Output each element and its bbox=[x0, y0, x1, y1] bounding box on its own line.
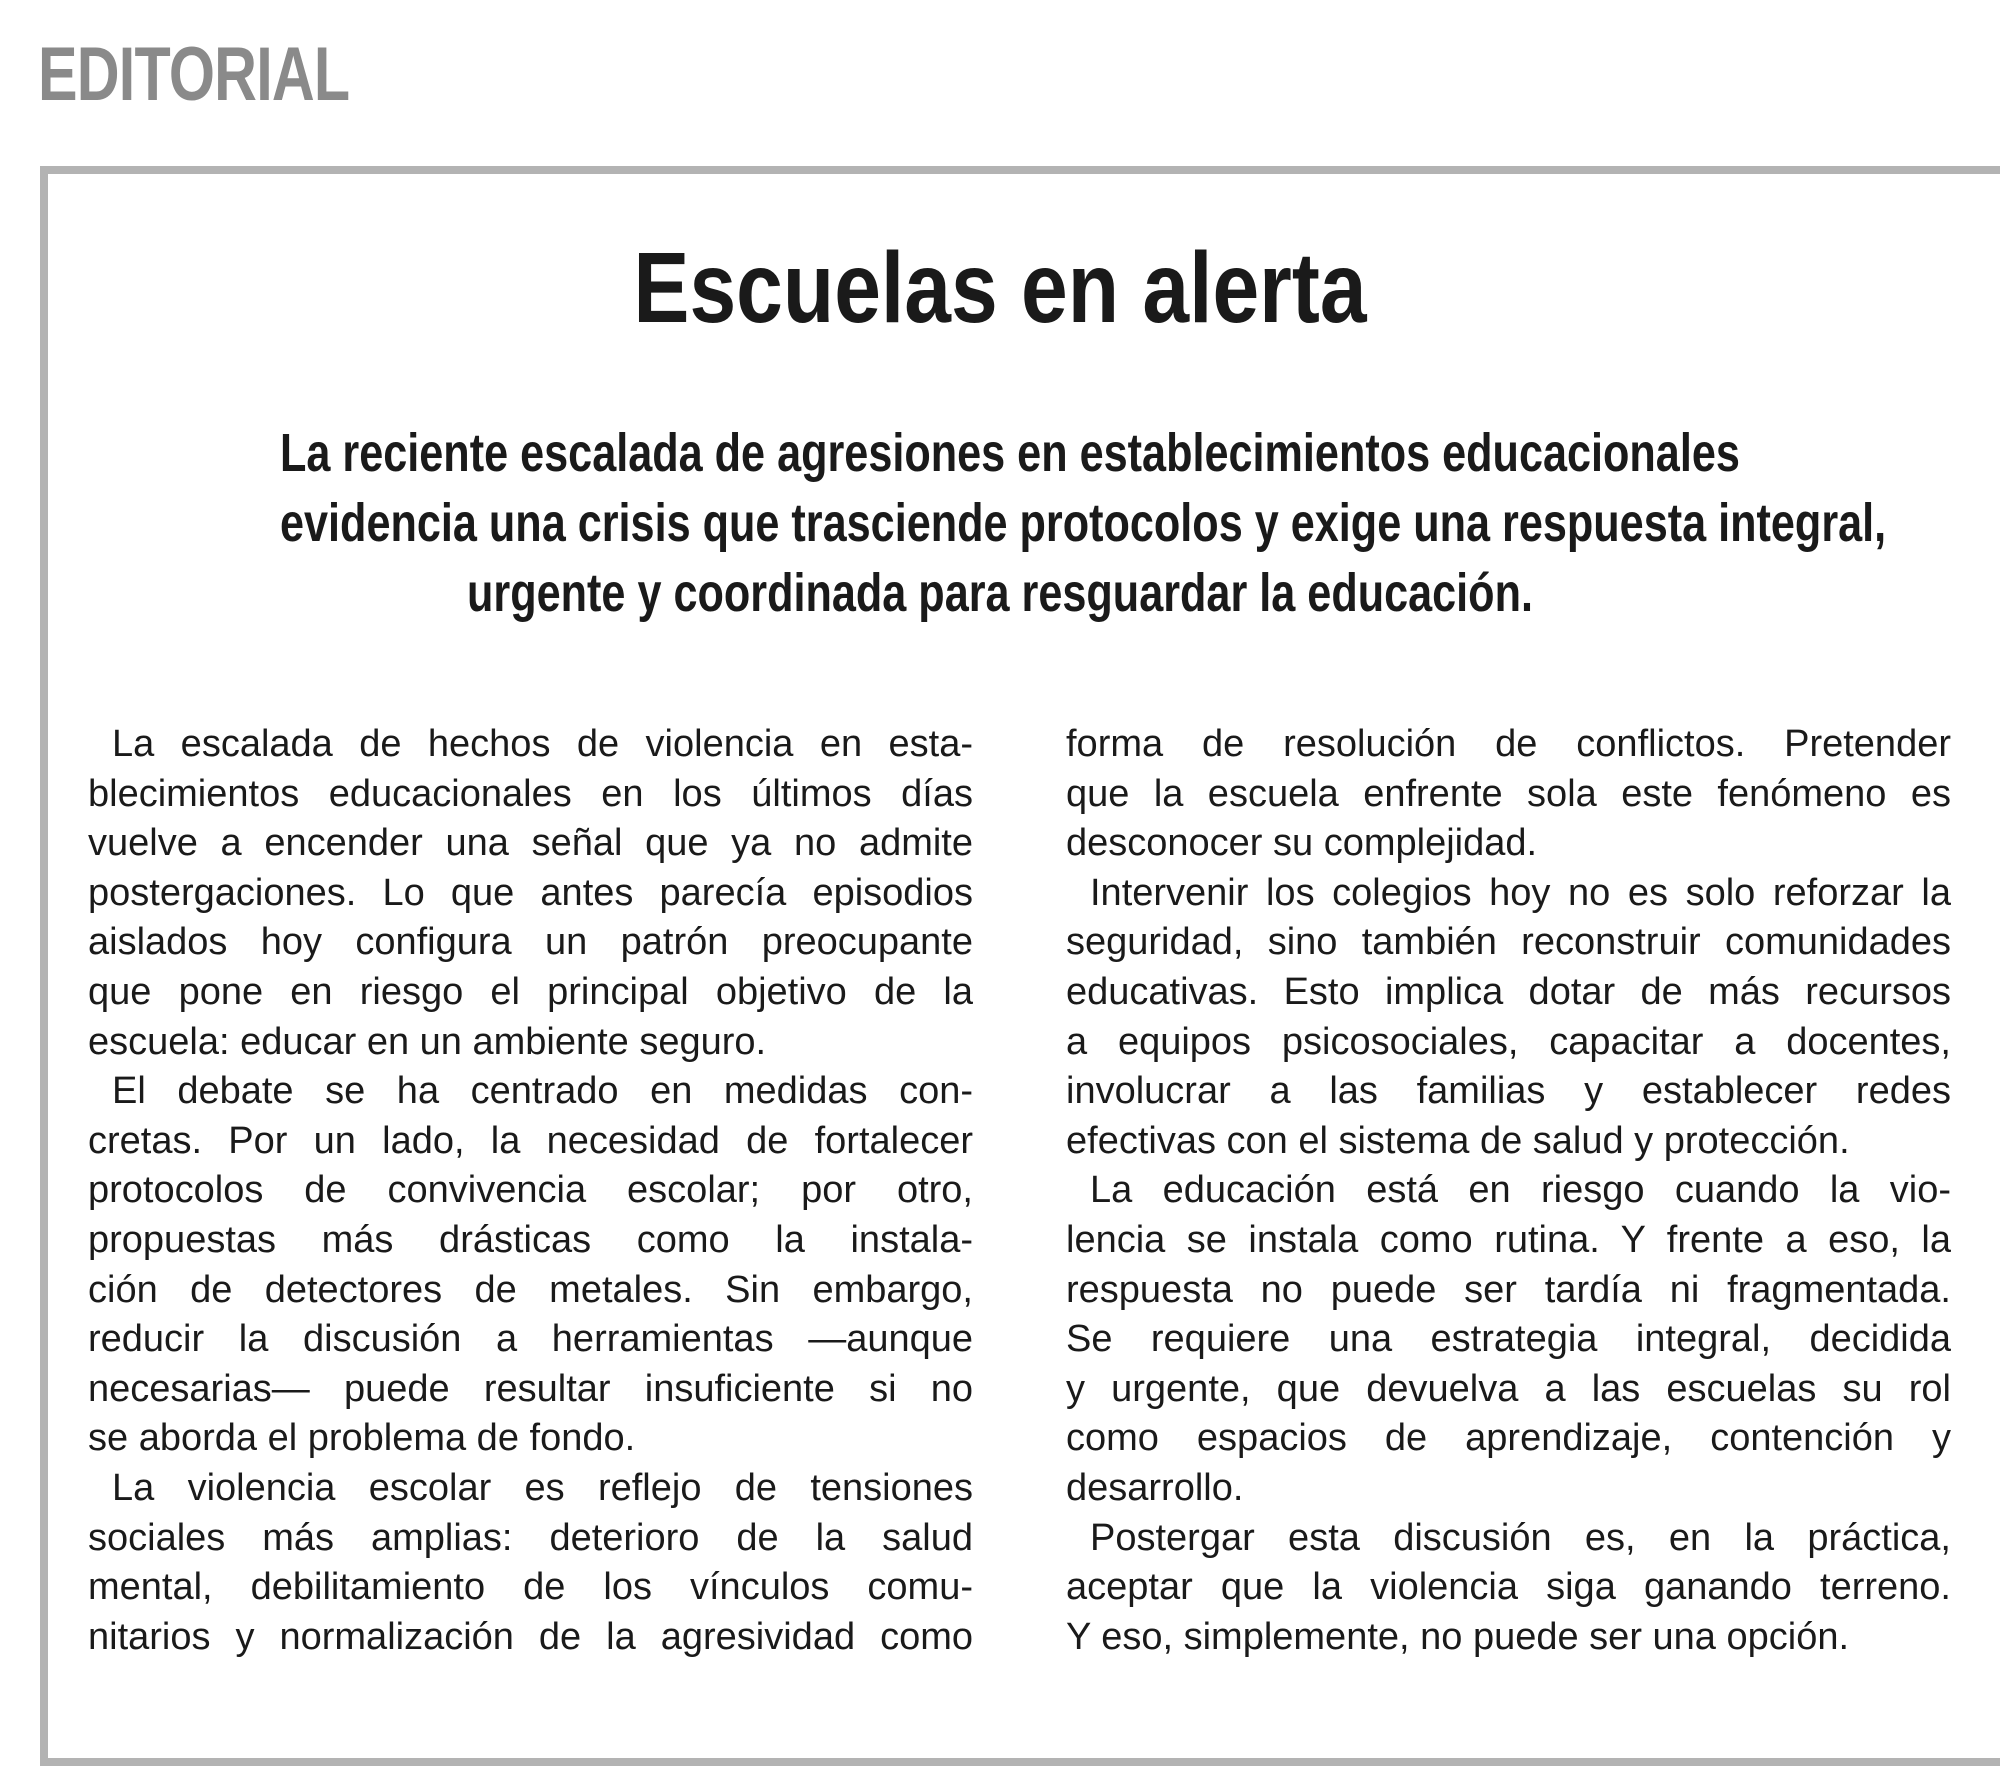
body-text-line: aceptar que la violencia siga ganando terreno. bbox=[1066, 1566, 1951, 1609]
deck bbox=[100, 418, 1900, 628]
body-text-line: Se requiere una estrategia integral, decidida bbox=[1066, 1318, 1951, 1361]
body-text-line: propuestas más drásticas como la instala- bbox=[88, 1218, 973, 1261]
deck-line: urgente y coordinada para resguardar la educación. bbox=[467, 563, 1533, 623]
body-text-line: desarrollo. bbox=[1066, 1466, 1244, 1509]
body-text-line: escuela: educar en un ambiente seguro. bbox=[88, 1020, 767, 1063]
body-text-line: cretas. Por un lado, la necesidad de fortalecer bbox=[88, 1119, 973, 1162]
body-text-line: Postergar esta discusión es, en la práctica, bbox=[1090, 1516, 1951, 1559]
body-text-line: nitarios y normalización de la agresividad como bbox=[88, 1615, 973, 1658]
headline: Escuelas en alerta bbox=[633, 232, 1367, 344]
body-text-line: desconocer su complejidad. bbox=[1066, 822, 1538, 865]
body-text-line: a equipos psicosociales, capacitar a docentes, bbox=[1066, 1020, 1951, 1063]
body-text-line: se aborda el problema de fondo. bbox=[88, 1417, 636, 1460]
body-text-line: postergaciones. Lo que antes parecía episodios bbox=[88, 871, 973, 914]
deck-line: La reciente escalada de agresiones en establecimientos educacionales bbox=[280, 423, 1740, 483]
body-text-line: mental, debilitamiento de los vínculos comu- bbox=[88, 1566, 973, 1609]
body-text-line: sociales más amplias: deterioro de la salud bbox=[88, 1516, 973, 1559]
body-text-line: protocolos de convivencia escolar; por otro, bbox=[88, 1169, 973, 1212]
body-text-line: educativas. Esto implica dotar de más recursos bbox=[1066, 970, 1951, 1013]
body-text-line: que pone en riesgo el principal objetivo de la bbox=[88, 970, 973, 1013]
body-text-line: seguridad, sino también reconstruir comunidades bbox=[1066, 921, 1951, 964]
body-text-line: El debate se ha centrado en medidas con- bbox=[112, 1070, 973, 1113]
body-text-line: ción de detectores de metales. Sin embargo, bbox=[88, 1268, 973, 1311]
body-text-line: y urgente, que devuelva a las escuelas su rol bbox=[1066, 1367, 1951, 1410]
body-text-line: vuelve a encender una señal que ya no admite bbox=[88, 822, 973, 865]
body-text-line: aislados hoy configura un patrón preocupante bbox=[88, 921, 973, 964]
body-text-line: como espacios de aprendizaje, contención y bbox=[1066, 1417, 1951, 1460]
body-text-line: reducir la discusión a herramientas —aunque bbox=[88, 1318, 973, 1361]
body-text-line: necesarias— puede resultar insuficiente si no bbox=[88, 1367, 973, 1410]
body-text-line: La educación está en riesgo cuando la vio- bbox=[1090, 1169, 1951, 1212]
body-text-line: forma de resolución de conflictos. Pretender bbox=[1066, 723, 1951, 765]
body-column-left bbox=[88, 720, 973, 1662]
body-text-line: Intervenir los colegios hoy no es solo reforzar la bbox=[1090, 871, 1951, 914]
body-text-line: La escalada de hechos de violencia en esta- bbox=[112, 723, 973, 765]
body-text-line: blecimientos educacionales en los últimos días bbox=[88, 772, 973, 815]
deck-line: evidencia una crisis que trasciende protocolos y exige una respuesta integral, bbox=[280, 493, 1887, 553]
body-text-line: Y eso, simplemente, no puede ser una opción. bbox=[1066, 1615, 1850, 1658]
body-text-line: efectivas con el sistema de salud y protección. bbox=[1066, 1119, 1850, 1162]
body-text-line: respuesta no puede ser tardía ni fragmentada. bbox=[1066, 1268, 1951, 1311]
body-text-line: La violencia escolar es reflejo de tensiones bbox=[112, 1466, 973, 1509]
body-column-right bbox=[1066, 720, 1951, 1662]
body-text-line: que la escuela enfrente sola este fenómeno es bbox=[1066, 772, 1951, 815]
section-label: EDITORIAL bbox=[38, 32, 350, 117]
body-text-line: involucrar a las familias y establecer redes bbox=[1066, 1070, 1951, 1113]
body-text-line: lencia se instala como rutina. Y frente a eso, la bbox=[1066, 1218, 1951, 1261]
